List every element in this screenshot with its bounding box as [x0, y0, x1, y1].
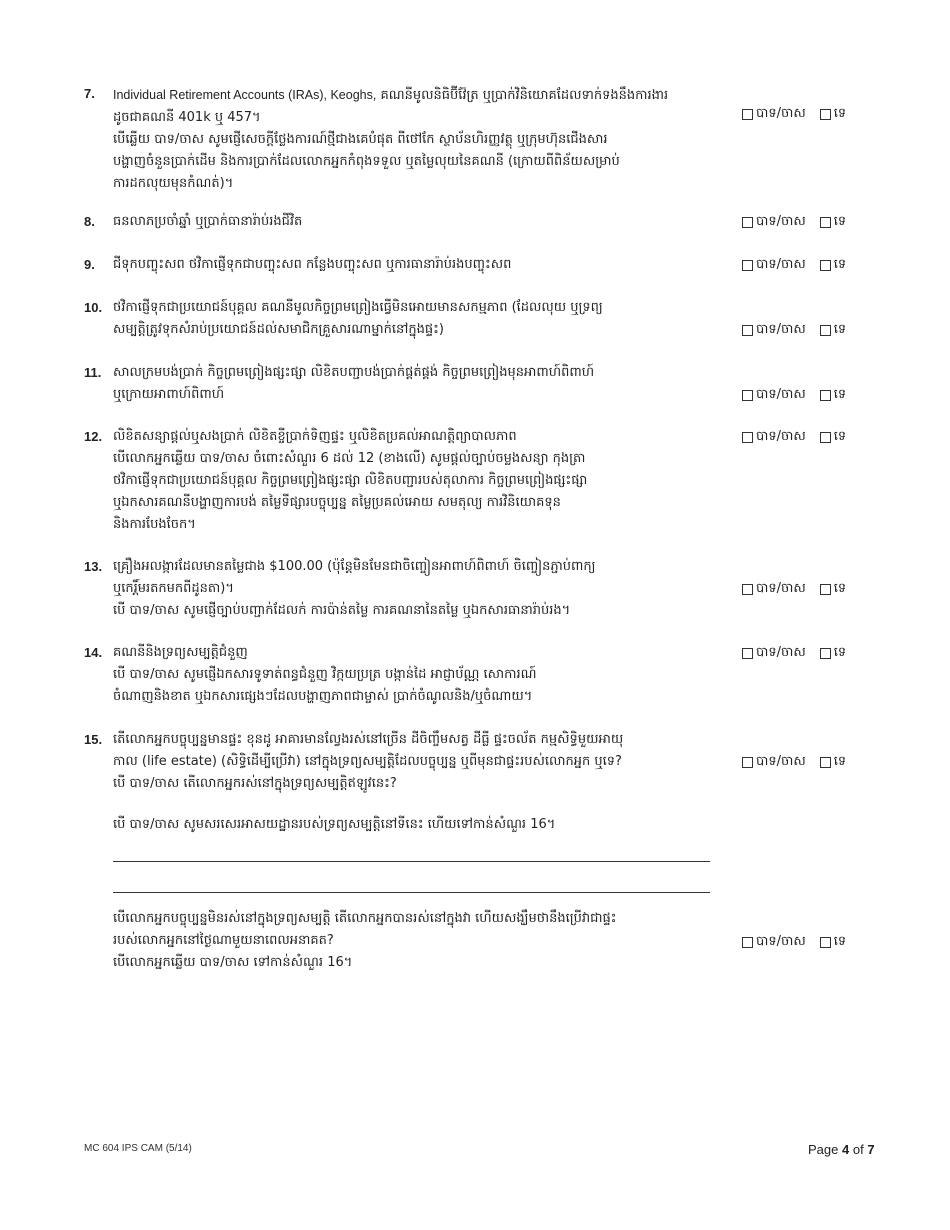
checkbox-icon[interactable]: [742, 757, 753, 768]
no-checkbox[interactable]: ទេ: [820, 645, 846, 661]
question-number: 8.: [84, 214, 95, 229]
yes-checkbox[interactable]: បាទ/ចាស: [742, 934, 806, 950]
question-number: 11.: [84, 365, 102, 380]
question-text: សាលក្រមបង់ប្រាក់ កិច្ចព្រមព្រៀងផ្សះផ្សា លិខិតបញ្ជាបង់ប្រាក់ផ្គត់ផ្គង់ កិច្ចព្រមព្រៀងមុនអាពាហ៍ពិពាហ៍ ឬក្រោយអាពាហ៍ពិពាហ៍: [113, 365, 595, 402]
question-number: 15.: [84, 732, 103, 747]
yes-checkbox[interactable]: បាទ/ចាស: [742, 214, 806, 230]
question-text: លិខិតសន្យាផ្តល់ឬសងប្រាក់ លិខិតខ្ចីប្រាក់ទិញផ្ទះ ឬលិខិតប្រគល់អាណត្តិព្យាបាលភាព បើលោកអ្នកឆ្លើយ បាទ/ចាស ចំពោះសំណួរ 6 ដល់ 12 (ខាងលើ) សូមផ្តល់ច្បាប់ចម្លងសន្យា កុងត្រា ថវិកាផ្ញើទុកជាប្រយោជន៍បុគ្គល កិច្ចព្រមព្រៀងផ្សះផ្សា លិខិតបញ្ជារបស់តុលាការ កិច្ចព្រមព្រៀងផ្សះផ្សា ឬឯកសារគណនីបង្ហាញការបង់ តម្លៃទីផ្សារបច្ចុប្បន្ន តម្លៃប្រគល់អោយ សមតុល្យ ការវិនិយោគទុន និងការបែងចែក។: [113, 429, 588, 532]
question-number: 12.: [84, 429, 103, 444]
yes-checkbox[interactable]: បាទ/ចាស: [742, 257, 806, 273]
answer-options: [742, 214, 846, 230]
answer-options: [742, 645, 846, 661]
question-number: 13.: [84, 559, 103, 574]
answer-options: [742, 934, 846, 950]
address-line-1[interactable]: [113, 861, 710, 862]
answer-options: [742, 106, 846, 122]
question-text: ថវិកាផ្ញើទុកជាប្រយោជន៍បុគ្គល គណនីមូលកិច្ចព្រមព្រៀងធ្វើមិនអោយមានសកម្មភាព (ដែលលុយ ឬទ្រព្យ សម្បត្តិត្រូវទុកសំរាប់ប្រយោជន៍ដល់សមាជិកគ្រួសារណាម្នាក់នៅក្នុងផ្ទះ): [113, 300, 603, 337]
no-checkbox[interactable]: ទេ: [820, 581, 846, 597]
checkbox-icon[interactable]: [742, 432, 753, 443]
checkbox-icon[interactable]: [820, 937, 831, 948]
answer-options: [742, 754, 846, 770]
checkbox-icon[interactable]: [742, 937, 753, 948]
english-text: Individual Retirement Accounts (IRAs), Keoghs,: [113, 88, 377, 102]
yes-checkbox[interactable]: បាទ/ចាស: [742, 754, 806, 770]
question-text: គណនីនិងទ្រព្យសម្បត្តិជំនួញ បើ បាទ/ចាស សូមផ្ញើឯកសារទូទាត់ពន្ធជំនួញ វិក្កយប្រត្រ បង្កាន់ដៃ អាជ្ញាប័ណ្ណ សោការណ៍ ចំណាញនិងខាត ឬឯកសារផ្សេងៗដែលបង្ហាញភាពជាម្ចាស់ ប្រាក់ចំណូលនិង/ឬចំណាយ។: [113, 645, 537, 704]
checkbox-icon[interactable]: [820, 584, 831, 595]
checkbox-icon[interactable]: [742, 648, 753, 659]
yes-checkbox[interactable]: បាទ/ចាស: [742, 581, 806, 597]
no-checkbox[interactable]: ទេ: [820, 934, 846, 950]
yes-checkbox[interactable]: បាទ/ចាស: [742, 322, 806, 338]
address-line-2[interactable]: [113, 892, 710, 893]
checkbox-icon[interactable]: [820, 432, 831, 443]
yes-checkbox[interactable]: បាទ/ចាស: [742, 645, 806, 661]
checkbox-icon[interactable]: [742, 390, 753, 401]
question-text: តើលោកអ្នកបច្ចុប្បន្នមានផ្ទះ ខុនដូ អាគារមានល្វែងរស់នៅច្រើន ដីចិញ្ចឹមសត្វ ដីធ្លី ផ្ទះចល័ត កម្មសិទ្ធិមួយអាយុ កាល (life estate) (សិទ្ធិដើម្បីប្រើវា) នៅក្នុងទ្រព្យសម្បត្តិដែលបច្ចុប្បន្ន ឬពីមុនជាផ្ទះរបស់លោកអ្នក ឬទេ? បើ បាទ/ចាស តើលោកអ្នករស់នៅក្នុងទ្រព្យសម្បត្តិឥឡូវនេះ?: [113, 732, 624, 791]
answer-options: [742, 429, 846, 445]
no-checkbox[interactable]: ទេ: [820, 106, 846, 122]
checkbox-icon[interactable]: [742, 217, 753, 228]
question-number: 10.: [84, 300, 103, 315]
page-number: Page 4 of 7: [808, 1142, 875, 1157]
checkbox-icon[interactable]: [820, 325, 831, 336]
no-checkbox[interactable]: ទេ: [820, 754, 846, 770]
question-number: 9.: [84, 257, 95, 272]
yes-checkbox[interactable]: បាទ/ចាស: [742, 106, 806, 122]
checkbox-icon[interactable]: [820, 648, 831, 659]
question-text: Individual Retirement Accounts (IRAs), Keoghs, គណនីមូលនិធិប៊ីវ៉ែត្រ ឬប្រាក់វិនិយោគដែលទាក់ទងនឹងការងារ ដូចជាគណនី 401k ឬ 457។ បើឆ្លើយ បាទ/ចាស សូមផ្ញើសេចក្តីថ្លែងការណ៍ថ្មីជាងគេបំផុត ពីថៅកែ ស្ថាប័នហិរញ្ញវត្ថុ ឬក្រុមហ៊ុនជើងសារ បង្ហាញចំនួនប្រាក់ដើម និងការប្រាក់ដែលលោកអ្នកកំពុងទទួល ឬតម្លៃលុយនៃគណនី (ក្រោយពីពិន័យសម្រាប់ ការដកលុយមុនកំណត់)។: [113, 88, 669, 191]
no-checkbox[interactable]: ទេ: [820, 387, 846, 403]
checkbox-icon[interactable]: [820, 217, 831, 228]
checkbox-icon[interactable]: [742, 109, 753, 120]
answer-options: [742, 322, 846, 338]
checkbox-icon[interactable]: [742, 584, 753, 595]
question-text: ជីទុកបញ្ចុះសព ថវិកាផ្ញើទុកជាបញ្ចុះសព កន្លែងបញ្ចុះសព ឬការធានារ៉ាប់រងបញ្ចុះសព: [113, 257, 512, 272]
question-number: 7.: [84, 86, 95, 101]
checkbox-icon[interactable]: [820, 757, 831, 768]
checkbox-icon[interactable]: [820, 260, 831, 271]
yes-checkbox[interactable]: បាទ/ចាស: [742, 429, 806, 445]
checkbox-icon[interactable]: [820, 390, 831, 401]
yes-checkbox[interactable]: បាទ/ចាស: [742, 387, 806, 403]
question-number: 14.: [84, 645, 103, 660]
no-checkbox[interactable]: ទេ: [820, 429, 846, 445]
checkbox-icon[interactable]: [820, 109, 831, 120]
answer-options: [742, 581, 846, 597]
address-prompt: បើ បាទ/ចាស សូមសរសេរអាសយដ្ឋានរបស់ទ្រព្យសម្បត្តិនៅទីនេះ ហើយទៅកាន់សំណួរ 16។: [113, 817, 556, 832]
form-id: MC 604 IPS CAM (5/14): [84, 1143, 192, 1154]
no-checkbox[interactable]: ទេ: [820, 257, 846, 273]
question-text: បើលោកអ្នកបច្ចុប្បន្នមិនរស់នៅក្នុងទ្រព្យសម្បត្តិ តើលោកអ្នកបានរស់នៅក្នុងវា ហើយសង្ឃឹមថានឹងប្រើវាជាផ្ទះ របស់លោកអ្នកនៅថ្ងៃណាមួយនាពេលអនាគត? បើលោកអ្នកឆ្លើយ បាទ/ចាស ទៅកាន់សំណួរ 16។: [113, 911, 617, 970]
checkbox-icon[interactable]: [742, 325, 753, 336]
question-text: គ្រឿងអលង្ការដែលមានតម្លៃជាង $100.00 (ប៉ុន្តែមិនមែនជាចិញ្ចៀនអាពាហ៍ពិពាហ៍ ចិញ្ចៀនភ្ជាប់ពាក្យ ឬកេរ្តិ៍មរតកមកពីដូនតា)។ បើ បាទ/ចាស សូមផ្ញើច្បាប់បញ្ជាក់ដែលក់ ការប៉ាន់តម្លៃ ការគណនានៃតម្លៃ ឬឯកសារធានារ៉ាប់រង។: [113, 559, 596, 618]
answer-options: [742, 387, 846, 403]
checkbox-icon[interactable]: [742, 260, 753, 271]
no-checkbox[interactable]: ទេ: [820, 214, 846, 230]
no-checkbox[interactable]: ទេ: [820, 322, 846, 338]
question-text: ធនលាភប្រចាំឆ្នាំ ឬប្រាក់ធានារ៉ាប់រងជីវិត: [113, 214, 303, 229]
answer-options: [742, 257, 846, 273]
